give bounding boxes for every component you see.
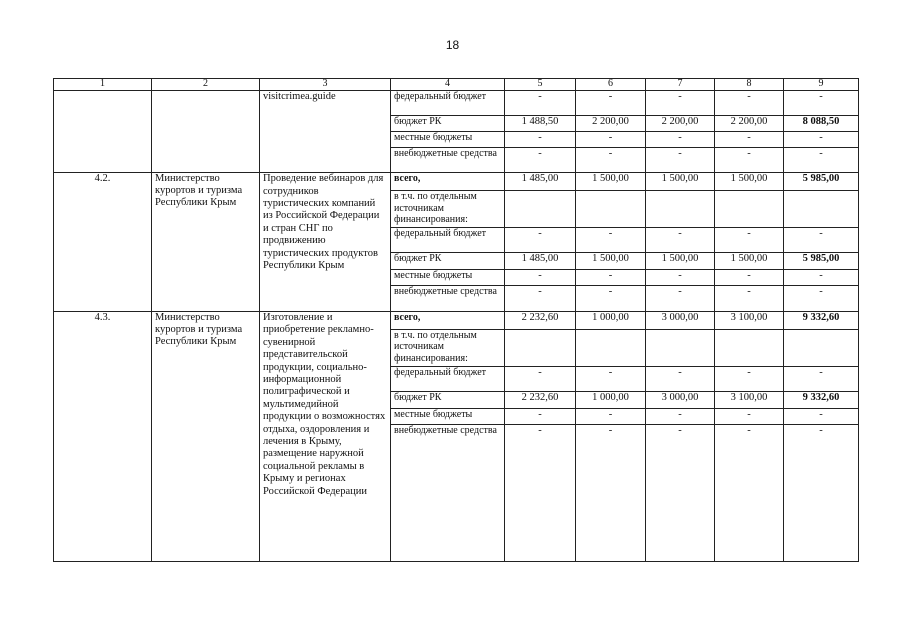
year-value-3: 1 500,00: [646, 253, 715, 270]
funding-source: местные бюджеты: [391, 408, 505, 424]
year-value-1: 1 485,00: [505, 173, 576, 191]
total-value: -: [784, 270, 859, 286]
item-description: visitcrimea.guide: [260, 90, 391, 173]
funding-source: всего,: [391, 173, 505, 191]
table-body: [54, 79, 859, 562]
year-value-1: -: [505, 90, 576, 115]
total-value: -: [784, 132, 859, 148]
year-value-1: -: [505, 424, 576, 561]
year-value-1: -: [505, 408, 576, 424]
funding-source: федеральный бюджет: [391, 367, 505, 392]
year-value-1: -: [505, 228, 576, 253]
total-value: -: [784, 408, 859, 424]
year-value-3: [646, 329, 715, 366]
total-value: -: [784, 424, 859, 561]
year-value-4: -: [715, 148, 784, 173]
year-value-4: 3 100,00: [715, 312, 784, 330]
year-value-2: 1 500,00: [576, 253, 646, 270]
year-value-4: -: [715, 228, 784, 253]
item-number: 4.2.: [54, 173, 152, 312]
item-description: Изготовление и приобретение рекламно-сувенирной представительской продукции, социально-информационной полиграфической и мультимедийной продукции о возможностях отдыха, оздоровления и лечения в Крыму, размещение наружной социальной рекламы в Крыму и регионах Российской Федерации: [260, 312, 391, 562]
total-value: 9 332,60: [784, 312, 859, 330]
header-row: [54, 79, 859, 91]
column-header-5: 5: [505, 79, 576, 91]
total-value: [784, 191, 859, 228]
column-header-3: 3: [260, 79, 391, 91]
funding-source: в т.ч. по отдельным источникам финансирования:: [391, 191, 505, 228]
funding-source: внебюджетные средства: [391, 424, 505, 561]
year-value-3: -: [646, 424, 715, 561]
column-header-1: 1: [54, 79, 152, 91]
year-value-4: -: [715, 132, 784, 148]
year-value-1: [505, 329, 576, 366]
year-value-4: -: [715, 270, 784, 286]
funding-source: местные бюджеты: [391, 270, 505, 286]
funding-source: бюджет РК: [391, 115, 505, 132]
funding-source: всего,: [391, 312, 505, 330]
year-value-2: 1 500,00: [576, 173, 646, 191]
item-description: Проведение вебинаров для сотрудников туристических компаний из Российской Федерации и стран СНГ по продвижению туристических продуктов Республики Крым: [260, 173, 391, 312]
executor: Министерство курортов и туризма Республики Крым: [152, 312, 260, 562]
year-value-3: -: [646, 285, 715, 311]
year-value-4: 2 200,00: [715, 115, 784, 132]
year-value-2: [576, 191, 646, 228]
year-value-1: -: [505, 270, 576, 286]
year-value-3: -: [646, 90, 715, 115]
year-value-4: -: [715, 285, 784, 311]
funding-source: в т.ч. по отдельным источникам финансирования:: [391, 329, 505, 366]
year-value-1: 1 488,50: [505, 115, 576, 132]
funding-source: бюджет РК: [391, 392, 505, 409]
year-value-3: 3 000,00: [646, 392, 715, 409]
year-value-4: -: [715, 90, 784, 115]
year-value-4: [715, 191, 784, 228]
total-value: 8 088,50: [784, 115, 859, 132]
column-header-2: 2: [152, 79, 260, 91]
year-value-2: -: [576, 285, 646, 311]
column-header-9: 9: [784, 79, 859, 91]
column-header-8: 8: [715, 79, 784, 91]
year-value-1: 2 232,60: [505, 312, 576, 330]
executor: Министерство курортов и туризма Республики Крым: [152, 173, 260, 312]
table-row: [54, 173, 859, 191]
total-value: 5 985,00: [784, 253, 859, 270]
year-value-1: [505, 191, 576, 228]
total-value: -: [784, 367, 859, 392]
year-value-3: 3 000,00: [646, 312, 715, 330]
column-header-7: 7: [646, 79, 715, 91]
year-value-1: -: [505, 148, 576, 173]
year-value-3: -: [646, 148, 715, 173]
year-value-1: 2 232,60: [505, 392, 576, 409]
item-number: 4.3.: [54, 312, 152, 562]
total-value: 5 985,00: [784, 173, 859, 191]
budget-table: [53, 78, 859, 562]
total-value: -: [784, 228, 859, 253]
year-value-1: -: [505, 285, 576, 311]
total-value: [784, 329, 859, 366]
year-value-4: -: [715, 367, 784, 392]
year-value-3: -: [646, 270, 715, 286]
funding-source: внебюджетные средства: [391, 285, 505, 311]
funding-source: федеральный бюджет: [391, 90, 505, 115]
year-value-3: -: [646, 132, 715, 148]
funding-source: бюджет РК: [391, 253, 505, 270]
column-header-4: 4: [391, 79, 505, 91]
total-value: 9 332,60: [784, 392, 859, 409]
year-value-4: 1 500,00: [715, 253, 784, 270]
year-value-2: 1 000,00: [576, 392, 646, 409]
total-value: -: [784, 148, 859, 173]
year-value-2: -: [576, 90, 646, 115]
year-value-4: [715, 329, 784, 366]
year-value-4: -: [715, 408, 784, 424]
year-value-3: -: [646, 367, 715, 392]
total-value: -: [784, 285, 859, 311]
year-value-4: 1 500,00: [715, 173, 784, 191]
year-value-1: -: [505, 367, 576, 392]
year-value-2: 1 000,00: [576, 312, 646, 330]
executor: [152, 90, 260, 173]
page-number: 18: [445, 38, 460, 52]
total-value: -: [784, 90, 859, 115]
year-value-2: -: [576, 132, 646, 148]
year-value-3: [646, 191, 715, 228]
table-row: [54, 90, 859, 115]
funding-source: внебюджетные средства: [391, 148, 505, 173]
year-value-2: -: [576, 408, 646, 424]
year-value-2: [576, 329, 646, 366]
item-number: [54, 90, 152, 173]
year-value-3: -: [646, 408, 715, 424]
column-header-6: 6: [576, 79, 646, 91]
year-value-4: -: [715, 424, 784, 561]
year-value-4: 3 100,00: [715, 392, 784, 409]
year-value-2: -: [576, 228, 646, 253]
year-value-2: 2 200,00: [576, 115, 646, 132]
year-value-2: -: [576, 270, 646, 286]
funding-source: федеральный бюджет: [391, 228, 505, 253]
funding-source: местные бюджеты: [391, 132, 505, 148]
year-value-2: -: [576, 424, 646, 561]
year-value-2: -: [576, 367, 646, 392]
year-value-3: 1 500,00: [646, 173, 715, 191]
table-row: [54, 312, 859, 330]
year-value-2: -: [576, 148, 646, 173]
year-value-3: -: [646, 228, 715, 253]
year-value-1: 1 485,00: [505, 253, 576, 270]
year-value-3: 2 200,00: [646, 115, 715, 132]
year-value-1: -: [505, 132, 576, 148]
